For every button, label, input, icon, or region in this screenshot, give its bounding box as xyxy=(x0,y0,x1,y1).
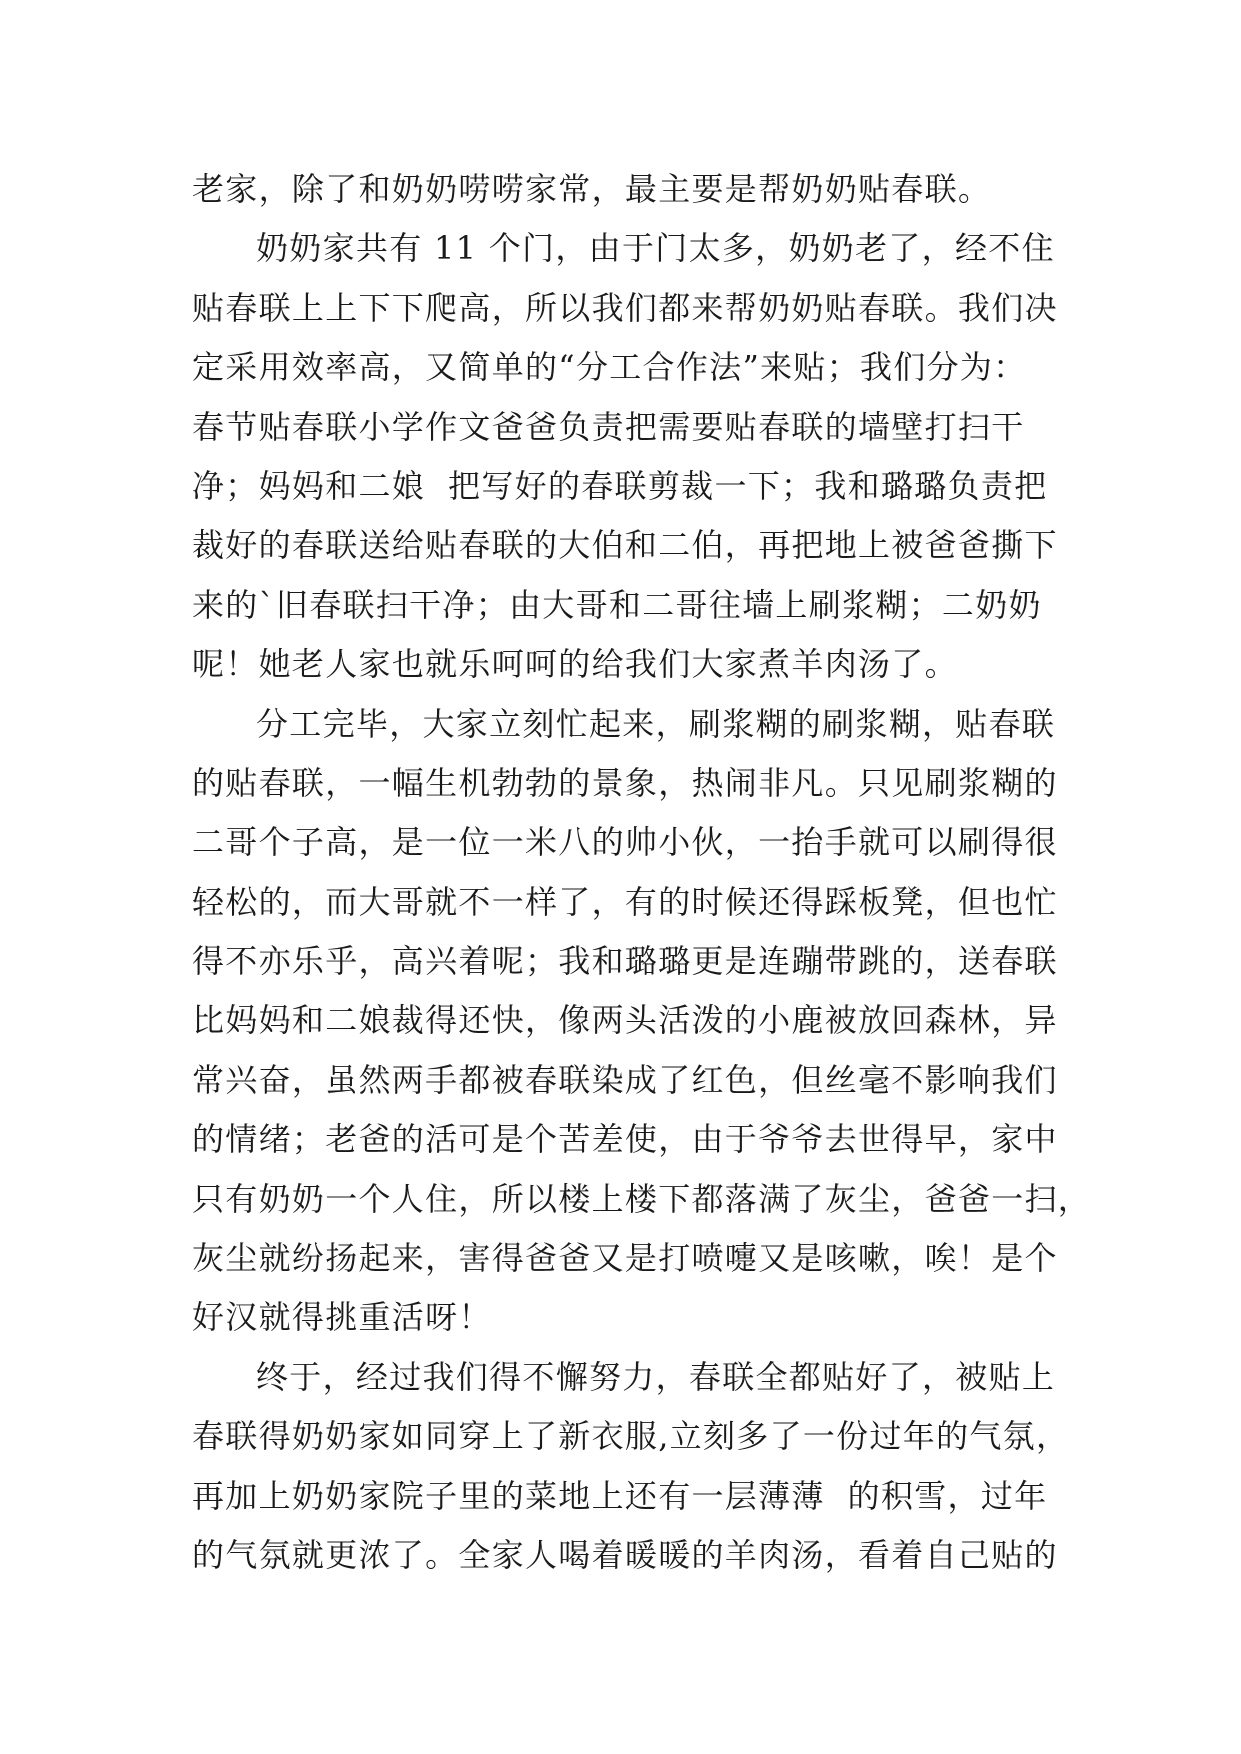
text-line: 定采用效率高，又简单的“分工合作法”来贴；我们分为： xyxy=(192,348,1027,387)
text-line: 来的`旧春联扫干净；由大哥和二哥往墙上刷浆糊；二奶奶 xyxy=(192,585,1042,624)
text-line: 贴春联上上下下爬高，所以我们都来帮奶奶贴春联。我们决 xyxy=(192,288,1058,327)
text-line: 净；妈妈和二娘 把写好的春联剪裁一下；我和璐璐负责把 xyxy=(192,466,1048,505)
text-line: 只有奶奶一个人住，所以楼上楼下都落满了灰尘，爸爸一扫， xyxy=(192,1179,1092,1218)
text-line: 二哥个子高，是一位一米八的帅小伙，一抬手就可以刷得很 xyxy=(192,823,1058,862)
text-line: 奶奶家共有 11 个门，由于门太多，奶奶老了，经不住 xyxy=(256,229,1055,268)
text-line: 轻松的，而大哥就不一样了，有的时候还得踩板凳，但也忙 xyxy=(192,882,1058,921)
body-text xyxy=(192,160,1092,1585)
text-line: 的气氛就更浓了。全家人喝着暖暖的羊肉汤，看着自己贴的 xyxy=(192,1535,1058,1574)
text-line: 的情绪；老爸的活可是个苦差使，由于爷爷去世得早，家中 xyxy=(192,1120,1058,1159)
text-line: 呢！她老人家也就乐呵呵的给我们大家煮羊肉汤了。 xyxy=(192,645,958,684)
text-line: 比妈妈和二娘裁得还快，像两头活泼的小鹿被放回森林，异 xyxy=(192,1001,1058,1040)
text-line: 灰尘就纷扬起来，害得爸爸又是打喷嚏又是咳嗽，唉！是个 xyxy=(192,1239,1058,1278)
text-line: 常兴奋，虽然两手都被春联染成了红色，但丝毫不影响我们 xyxy=(192,1060,1058,1099)
text-line: 裁好的春联送给贴春联的大伯和二伯，再把地上被爸爸撕下 xyxy=(192,526,1058,565)
text-line: 的贴春联，一幅生机勃勃的景象，热闹非凡。只见刷浆糊的 xyxy=(192,763,1058,802)
text-line: 再加上奶奶家院子里的菜地上还有一层薄薄 的积雪，过年 xyxy=(192,1476,1048,1515)
text-line: 分工完毕，大家立刻忙起来，刷浆糊的刷浆糊，贴春联 xyxy=(256,704,1056,743)
text-line: 得不亦乐乎，高兴着呢；我和璐璐更是连蹦带跳的，送春联 xyxy=(192,942,1058,981)
text-line: 好汉就得挑重活呀！ xyxy=(192,1298,492,1337)
text-line: 终于，经过我们得不懈努力，春联全都贴好了，被贴上 xyxy=(256,1357,1056,1396)
text-line: 春节贴春联小学作文爸爸负责把需要贴春联的墙壁打扫干 xyxy=(192,407,1025,446)
text-line: 老家，除了和奶奶唠唠家常，最主要是帮奶奶贴春联。 xyxy=(192,170,992,208)
text-line: 春联得奶奶家如同穿上了新衣服,立刻多了一份过年的气氛， xyxy=(192,1417,1070,1456)
